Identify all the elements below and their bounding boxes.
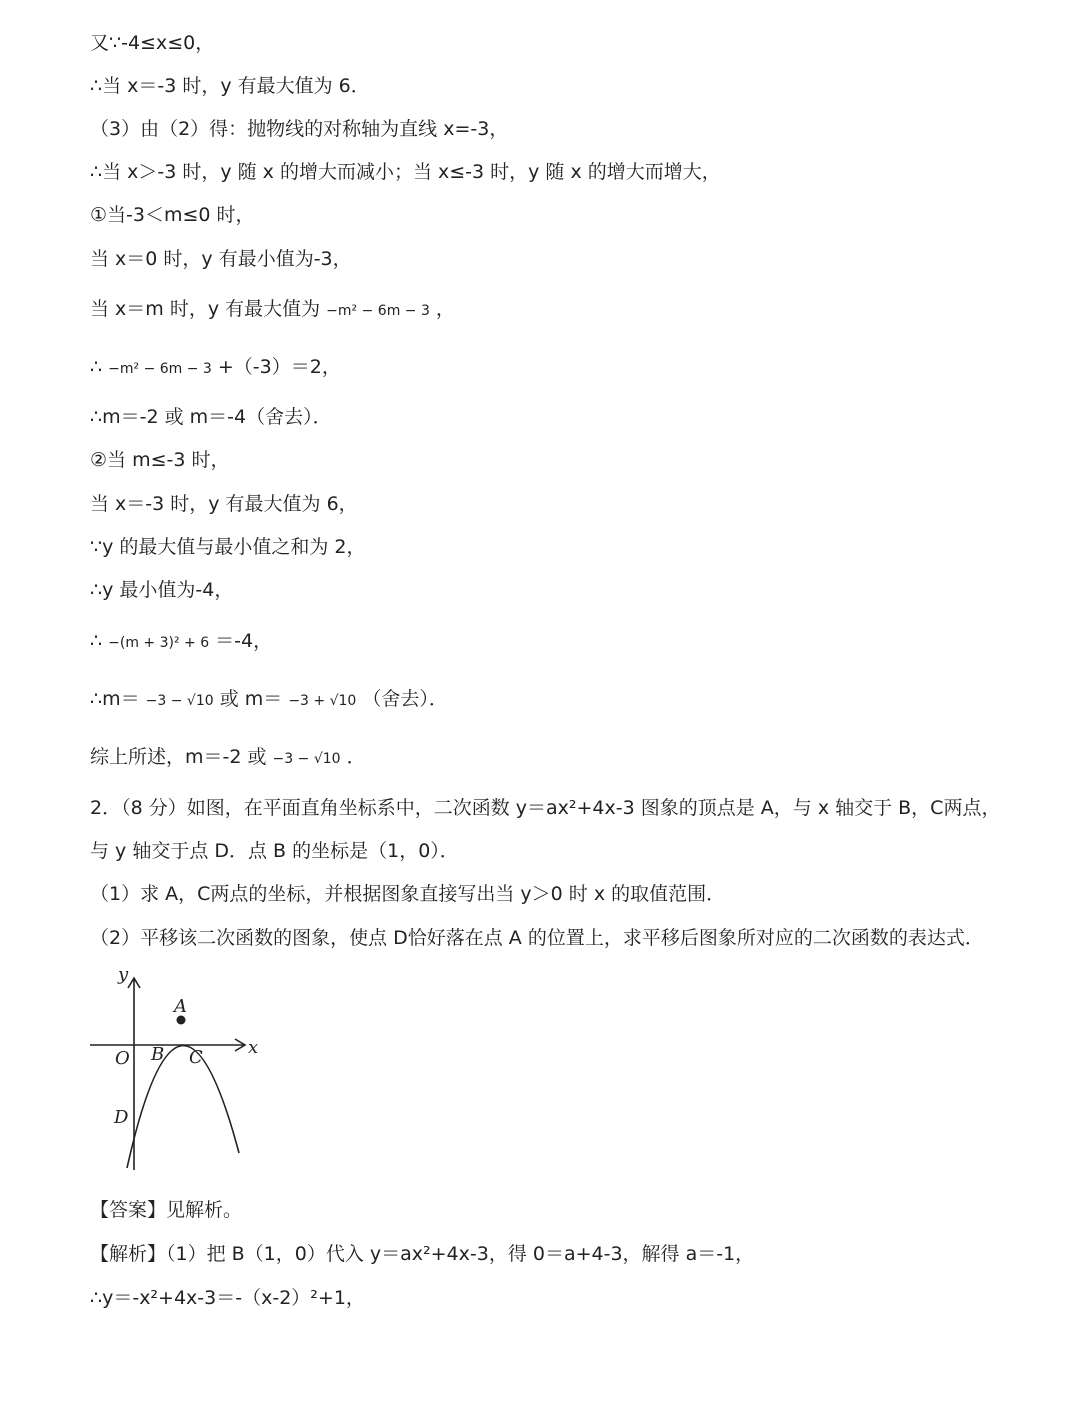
point-b-label: B [151,1044,165,1065]
text-line [90,745,366,771]
text-segment: ， [435,298,455,320]
x-axis-label: x [248,1037,259,1058]
text-segment: 当 x＝m 时，y 有最大值为 [90,298,321,320]
text-segment: 综上所述，m＝-2 或 [90,746,267,768]
text-line: ②当 m≤-3 时， [90,449,230,471]
point-c-label: C [189,1047,203,1068]
text-segment: （舍去）． [362,688,448,710]
text-segment: ∴ [90,630,103,652]
formula: −m² − 6m − 3 [108,361,212,377]
point-d-label: D [114,1107,129,1128]
problem-statement: 2．（8 分）如图，在平面直角坐标系中，二次函数 y＝ax²+4x-3 图象的顶点是 A，与 x 轴交于 B，C两点， [90,797,1001,819]
text-line: ∴m＝-2 或 m＝-4（舍去）． [90,406,332,428]
text-segment: ∴ [90,356,103,378]
text-line: ①当-3＜m≤0 时， [90,204,255,226]
text-segment: ． [346,746,366,768]
formula: −m² − 6m − 3 [326,303,430,319]
analysis-line: 【解析】（1）把 B（1，0）代入 y＝ax²+4x-3，得 0＝a+4-3，解得 a＝-1， [90,1243,755,1265]
formula: −(m + 3)² + 6 [108,635,210,651]
point-a-label: A [174,996,187,1017]
parabola-figure [85,960,265,1175]
text-line [90,687,448,713]
parabola-curve [127,1046,239,1168]
problem-statement: 与 y 轴交于点 D．点 B 的坐标是（1，0）． [90,840,459,862]
text-line: ∴y 最小值为-4， [90,579,234,601]
origin-label: O [115,1048,130,1069]
text-segment: 或 m＝ [219,688,283,710]
question-2: （2）平移该二次函数的图象，使点 D恰好落在点 A 的位置上，求平移后图象所对应的二次函数的表达式． [90,927,984,949]
text-line: （3）由（2）得：抛物线的对称轴为直线 x=-3， [90,118,509,140]
text-line [90,355,341,381]
analysis-line: ∴y＝-x²+4x-3＝-（x-2）²+1， [90,1287,365,1309]
text-segment: ∴m＝ [90,688,140,710]
formula: −3 − √10 [272,751,341,767]
text-line [90,297,455,323]
text-line: 当 x＝0 时，y 有最小值为-3， [90,248,352,270]
formula: −3 + √10 [288,693,357,709]
y-axis-label: y [118,964,129,985]
formula: −3 − √10 [145,693,214,709]
question-1: （1）求 A，C两点的坐标，并根据图象直接写出当 y＞0 时 x 的取值范围． [90,883,726,905]
text-line: 又∵-4≤x≤0， [90,32,215,54]
text-line: ∴当 x＝-3 时，y 有最大值为 6． [90,75,370,97]
text-line: 当 x＝-3 时，y 有最大值为 6， [90,493,358,515]
text-line: ∴当 x＞-3 时，y 随 x 的增大而减小；当 x≤-3 时，y 随 x 的增大而增大， [90,161,721,183]
answer-line: 【答案】见解析。 [90,1199,243,1221]
text-line [90,629,272,655]
text-segment: +（-3）＝2， [217,356,341,378]
text-line: ∵y 的最大值与最小值之和为 2， [90,536,366,558]
text-segment: ＝-4， [215,630,273,652]
